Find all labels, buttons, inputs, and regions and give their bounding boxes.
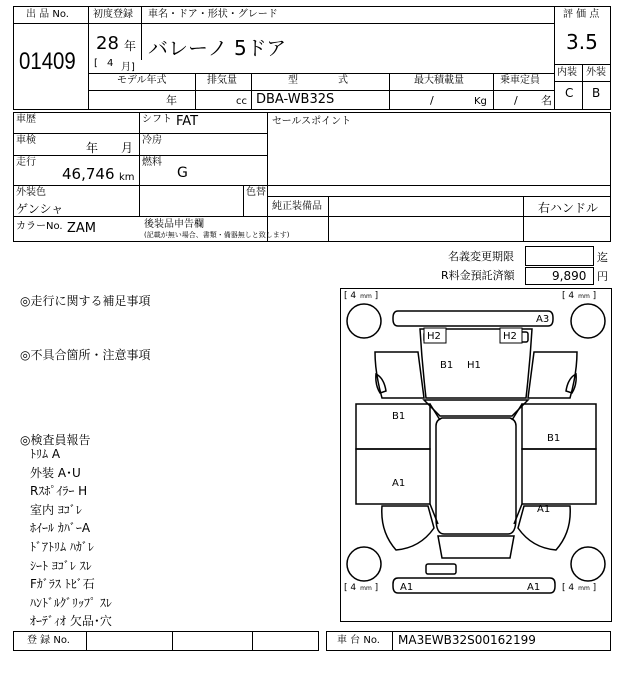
capacity-label: 乗車定員	[500, 75, 540, 86]
load-sep: /	[430, 94, 434, 107]
wheel-front-left	[347, 304, 381, 338]
windshield	[424, 400, 528, 416]
mark-h2-right: H2	[503, 331, 517, 342]
inspector-report-label: ◎検査員報告	[20, 433, 91, 447]
mark-b1-roof: B1	[440, 360, 454, 371]
wheel-front-right	[571, 304, 605, 338]
inspection-year-unit: 年	[86, 141, 99, 155]
wheel-rear-right	[571, 547, 605, 581]
model-year-label: モデル年式	[117, 75, 167, 86]
recycle-unit: 円	[597, 270, 608, 283]
type-value: DBA-WB32S	[256, 92, 335, 107]
inspector-item: Rｽﾎﾟｲﾗｰ H	[30, 484, 88, 499]
fuel-value: G	[177, 165, 188, 181]
registration-label: 登 録 No.	[27, 635, 70, 646]
name-label: 車名・ドア・形状・グレード	[148, 9, 278, 20]
era-year: 28	[96, 33, 119, 54]
load-label: 最大積載量	[414, 75, 464, 86]
inspector-item: ﾄﾞｱﾄﾘﾑ ﾊｶﾞﾚ	[30, 539, 94, 554]
type-label: 型 式	[288, 75, 348, 86]
mark-h1-roof: H1	[467, 360, 481, 371]
capacity-sep: /	[514, 94, 518, 107]
inspector-item: 室内 ﾖｺﾞﾚ	[30, 502, 82, 517]
chassis-label: 車 台 No.	[337, 635, 380, 646]
inspection-month-unit: 月	[121, 141, 134, 155]
recycle-label: R料金預託済額	[441, 269, 515, 282]
shift-value: FAT	[176, 114, 199, 129]
rear-hatch	[438, 536, 514, 558]
tire-label-front-right: [ 4 mm ]	[562, 291, 597, 301]
capacity-unit: 名	[541, 94, 552, 107]
car-diagram	[340, 288, 612, 622]
chassis-value: MA3EWB32S00162199	[398, 633, 536, 647]
tire-label-front-left: [ 4 mm ]	[344, 291, 379, 301]
exterior-grade: B	[592, 86, 601, 100]
name-change-label: 名義変更期限	[448, 250, 514, 263]
mark-a3: A3	[536, 314, 550, 325]
model-year-unit: 年	[166, 94, 177, 107]
score-label: 評 価 点	[563, 9, 600, 20]
interior-label: 内装	[557, 67, 577, 78]
mark-h2-left: H2	[427, 331, 441, 342]
mark-a1-left-rear: A1	[392, 478, 406, 489]
displacement-label: 排気量	[207, 75, 237, 86]
right-rear-door	[522, 449, 596, 504]
inspection-label: 車検	[16, 135, 36, 146]
color-no-value: ZAM	[67, 221, 97, 236]
roof	[436, 418, 516, 534]
car-name: バレーノ 5ドア	[148, 36, 287, 60]
mark-a1-bumper-left: A1	[400, 582, 414, 593]
left-rear-door	[356, 449, 430, 504]
overall-score: 3.5	[566, 30, 598, 54]
ac-label: 冷房	[142, 135, 162, 146]
left-rear-quarter	[382, 506, 434, 550]
genuine-equipment-label: 純正装備品	[272, 201, 322, 212]
color-change-label: 色替	[246, 187, 266, 198]
name-change-suffix: 迄	[597, 251, 608, 264]
inspector-item: ﾊﾝﾄﾞﾙｸﾞﾘｯﾌﾟ ｽﾚ	[30, 595, 112, 610]
sales-point-label: セールスポイント	[272, 116, 352, 127]
mark-a1-right-rear: A1	[537, 504, 551, 515]
mileage-unit: km	[119, 172, 135, 183]
front-bumper	[393, 311, 553, 326]
inspector-item: ｼｰﾄ ﾖｺﾞﾚ ｽﾚ	[30, 558, 92, 573]
inspector-item: ﾄﾘﾑ A	[30, 447, 61, 461]
driving-notes-label: ◎走行に関する補足事項	[20, 294, 151, 308]
interior-grade: C	[565, 86, 574, 100]
steering-value: 右ハンドル	[538, 201, 599, 215]
lot-number: 01409	[19, 48, 76, 75]
inspector-item: ﾎｲｰﾙ ｶﾊﾞｰA	[30, 521, 91, 536]
month-open: [	[94, 58, 98, 69]
recycle-value: 9,890	[552, 269, 587, 283]
mileage-label: 走行	[16, 157, 36, 168]
aftermarket-note: (記載が無い場合、書類・備器無しと致します)	[144, 231, 290, 239]
license-plate	[426, 564, 456, 574]
year-unit: 年	[124, 39, 137, 53]
exterior-color-label: 外装色	[16, 187, 46, 198]
fuel-label: 燃料	[142, 157, 162, 168]
name-change-box	[525, 246, 594, 266]
aftermarket-label: 後装品申告欄	[144, 219, 204, 230]
inspector-items	[30, 445, 112, 631]
displacement-unit: cc	[236, 96, 247, 107]
reg-month: 4	[107, 58, 114, 69]
mileage-value: 46,746	[62, 165, 115, 183]
wheel-rear-left	[347, 547, 381, 581]
left-front-fender	[375, 352, 424, 398]
first-reg-label: 初度登録	[93, 9, 133, 20]
tire-label-rear-left: [ 4 mm ]	[344, 583, 379, 593]
tire-label-rear-right: [ 4 mm ]	[562, 583, 597, 593]
mark-a1-bumper-right: A1	[527, 582, 541, 593]
shift-label: シフト	[142, 114, 172, 125]
history-label: 車歴	[16, 114, 36, 125]
exterior-color-value: ゲンシャ	[16, 202, 64, 216]
defects-label: ◎不具合箇所・注意事項	[20, 348, 151, 362]
lot-label: 出 品 No.	[26, 9, 69, 20]
inspector-item: 外装 A･U	[30, 465, 81, 480]
load-unit: Kg	[474, 96, 487, 107]
inspector-item: ｵｰﾃﾞｨｵ 欠品･穴	[30, 614, 112, 629]
exterior-label: 外装	[586, 67, 606, 78]
mark-b1-left-door: B1	[392, 411, 406, 422]
right-front-fender	[528, 352, 577, 398]
inspector-item: Fｶﾞﾗｽ ﾄﾋﾞ石	[30, 577, 95, 592]
month-unit: 月]	[121, 62, 135, 73]
color-no-label: カラーNo.	[16, 221, 63, 232]
mark-b1-right-door: B1	[547, 433, 561, 444]
